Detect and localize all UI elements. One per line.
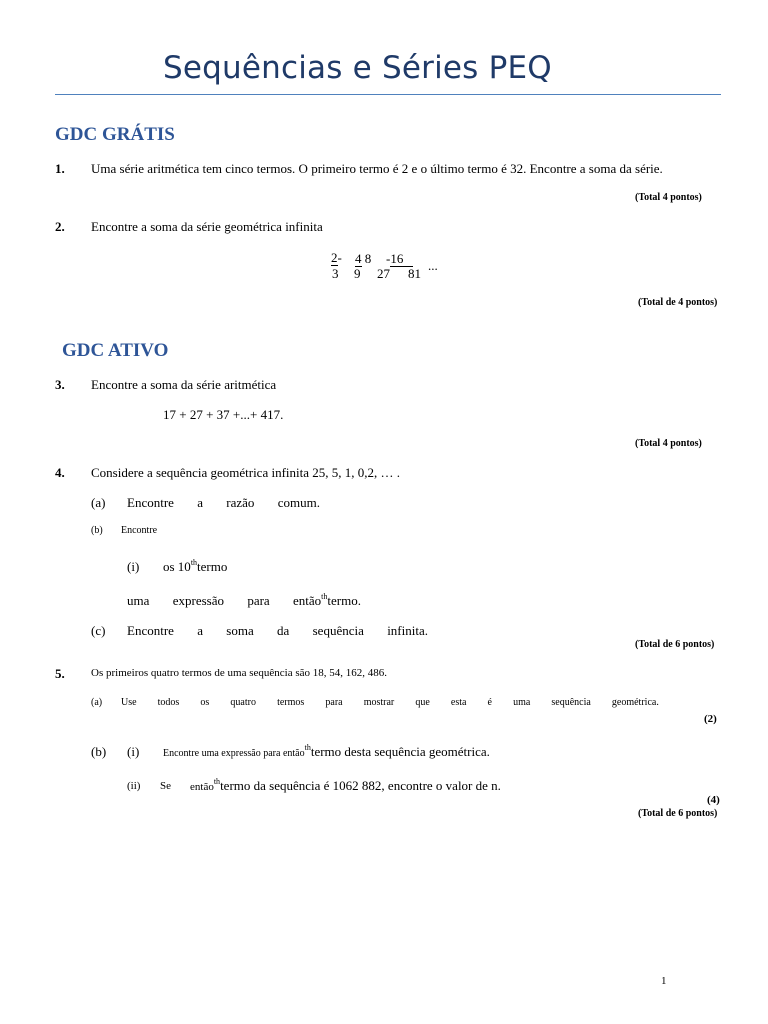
subpart-label: (i) [127, 744, 140, 759]
part-label: (c) [91, 623, 106, 638]
part-marks: (2) [704, 713, 717, 725]
fraction-denominator: 9 [354, 266, 361, 281]
title-rule [55, 94, 721, 95]
part-a-text: Use todos os quatro termos para mostrar que esta é uma sequência geométrica. [121, 697, 659, 708]
question-total: (Total de 6 pontos) [635, 639, 715, 650]
section-heading-gdc-ativo: GDC ATIVO [62, 340, 169, 361]
question-number: 1. [55, 161, 65, 176]
fraction-denominator: 27 [377, 266, 390, 281]
fraction-ellipsis: ... [428, 258, 438, 273]
part-label: (b) [91, 744, 107, 759]
question-number: 3. [55, 377, 65, 392]
subpart-label: (i) [127, 559, 140, 574]
fraction-denominator: 81 [408, 266, 421, 281]
part-label: (a) [91, 495, 106, 510]
question-total: (Total de 6 pontos) [638, 808, 718, 819]
question-text: Encontre a soma da série geométrica infinita [91, 219, 323, 234]
subpart-label: (ii) [127, 780, 141, 792]
part-b-text: Encontre [121, 525, 158, 536]
page-title: Sequências e Séries PEQ [163, 50, 552, 86]
question-number: 4. [55, 465, 65, 480]
fraction-numerator: 2- [331, 250, 342, 265]
question-text: Encontre a soma da série aritmética [91, 377, 277, 392]
fraction-numerator: 4 8 [355, 251, 372, 266]
part-a-text: Encontre a razão comum. [127, 495, 320, 510]
question-text: Os primeiros quatro termos de uma sequência são 18, 54, 162, 486. [91, 667, 388, 679]
subpart-i-text: Encontre uma expressão para então$^{th}$termo desta sequência geométrica. [163, 743, 490, 759]
question-number: 2. [55, 219, 65, 234]
part-c-text: Encontre a soma da sequência infinita. [127, 623, 428, 638]
fraction-denominator: 3 [332, 266, 339, 281]
question-text: Uma série aritmética tem cinco termos. O primeiro termo é 2 e o último termo é 32. Encontre a soma da série. [91, 161, 663, 176]
subpart-ii-prefix: Se [160, 780, 171, 792]
subpart-ii-text: uma expressão para então$^{th}$termo. [127, 592, 361, 608]
page-number: 1 [661, 975, 667, 987]
question-total: (Total 4 pontos) [635, 192, 702, 203]
question-total: (Total 4 pontos) [635, 438, 702, 449]
part-label: (b) [91, 525, 103, 536]
fraction-numerator: -16 [386, 251, 413, 267]
series-expression: 17 + 27 + 37 +...+ 417. [163, 407, 284, 422]
section-heading-gdc-gratis: GDC GRÁTIS [55, 124, 175, 145]
part-marks: (4) [707, 794, 720, 806]
question-text: Considere a sequência geométrica infinita 25, 5, 1, 0,2, … . [91, 465, 401, 480]
part-label: (a) [91, 697, 103, 708]
question-number: 5. [55, 666, 65, 681]
subpart-ii-text: então$^{th}$termo da sequência é 1062 882, encontre o valor de n. [190, 777, 501, 793]
question-total: (Total de 4 pontos) [638, 297, 718, 308]
subpart-i-text: os 10thtermo [163, 558, 228, 574]
